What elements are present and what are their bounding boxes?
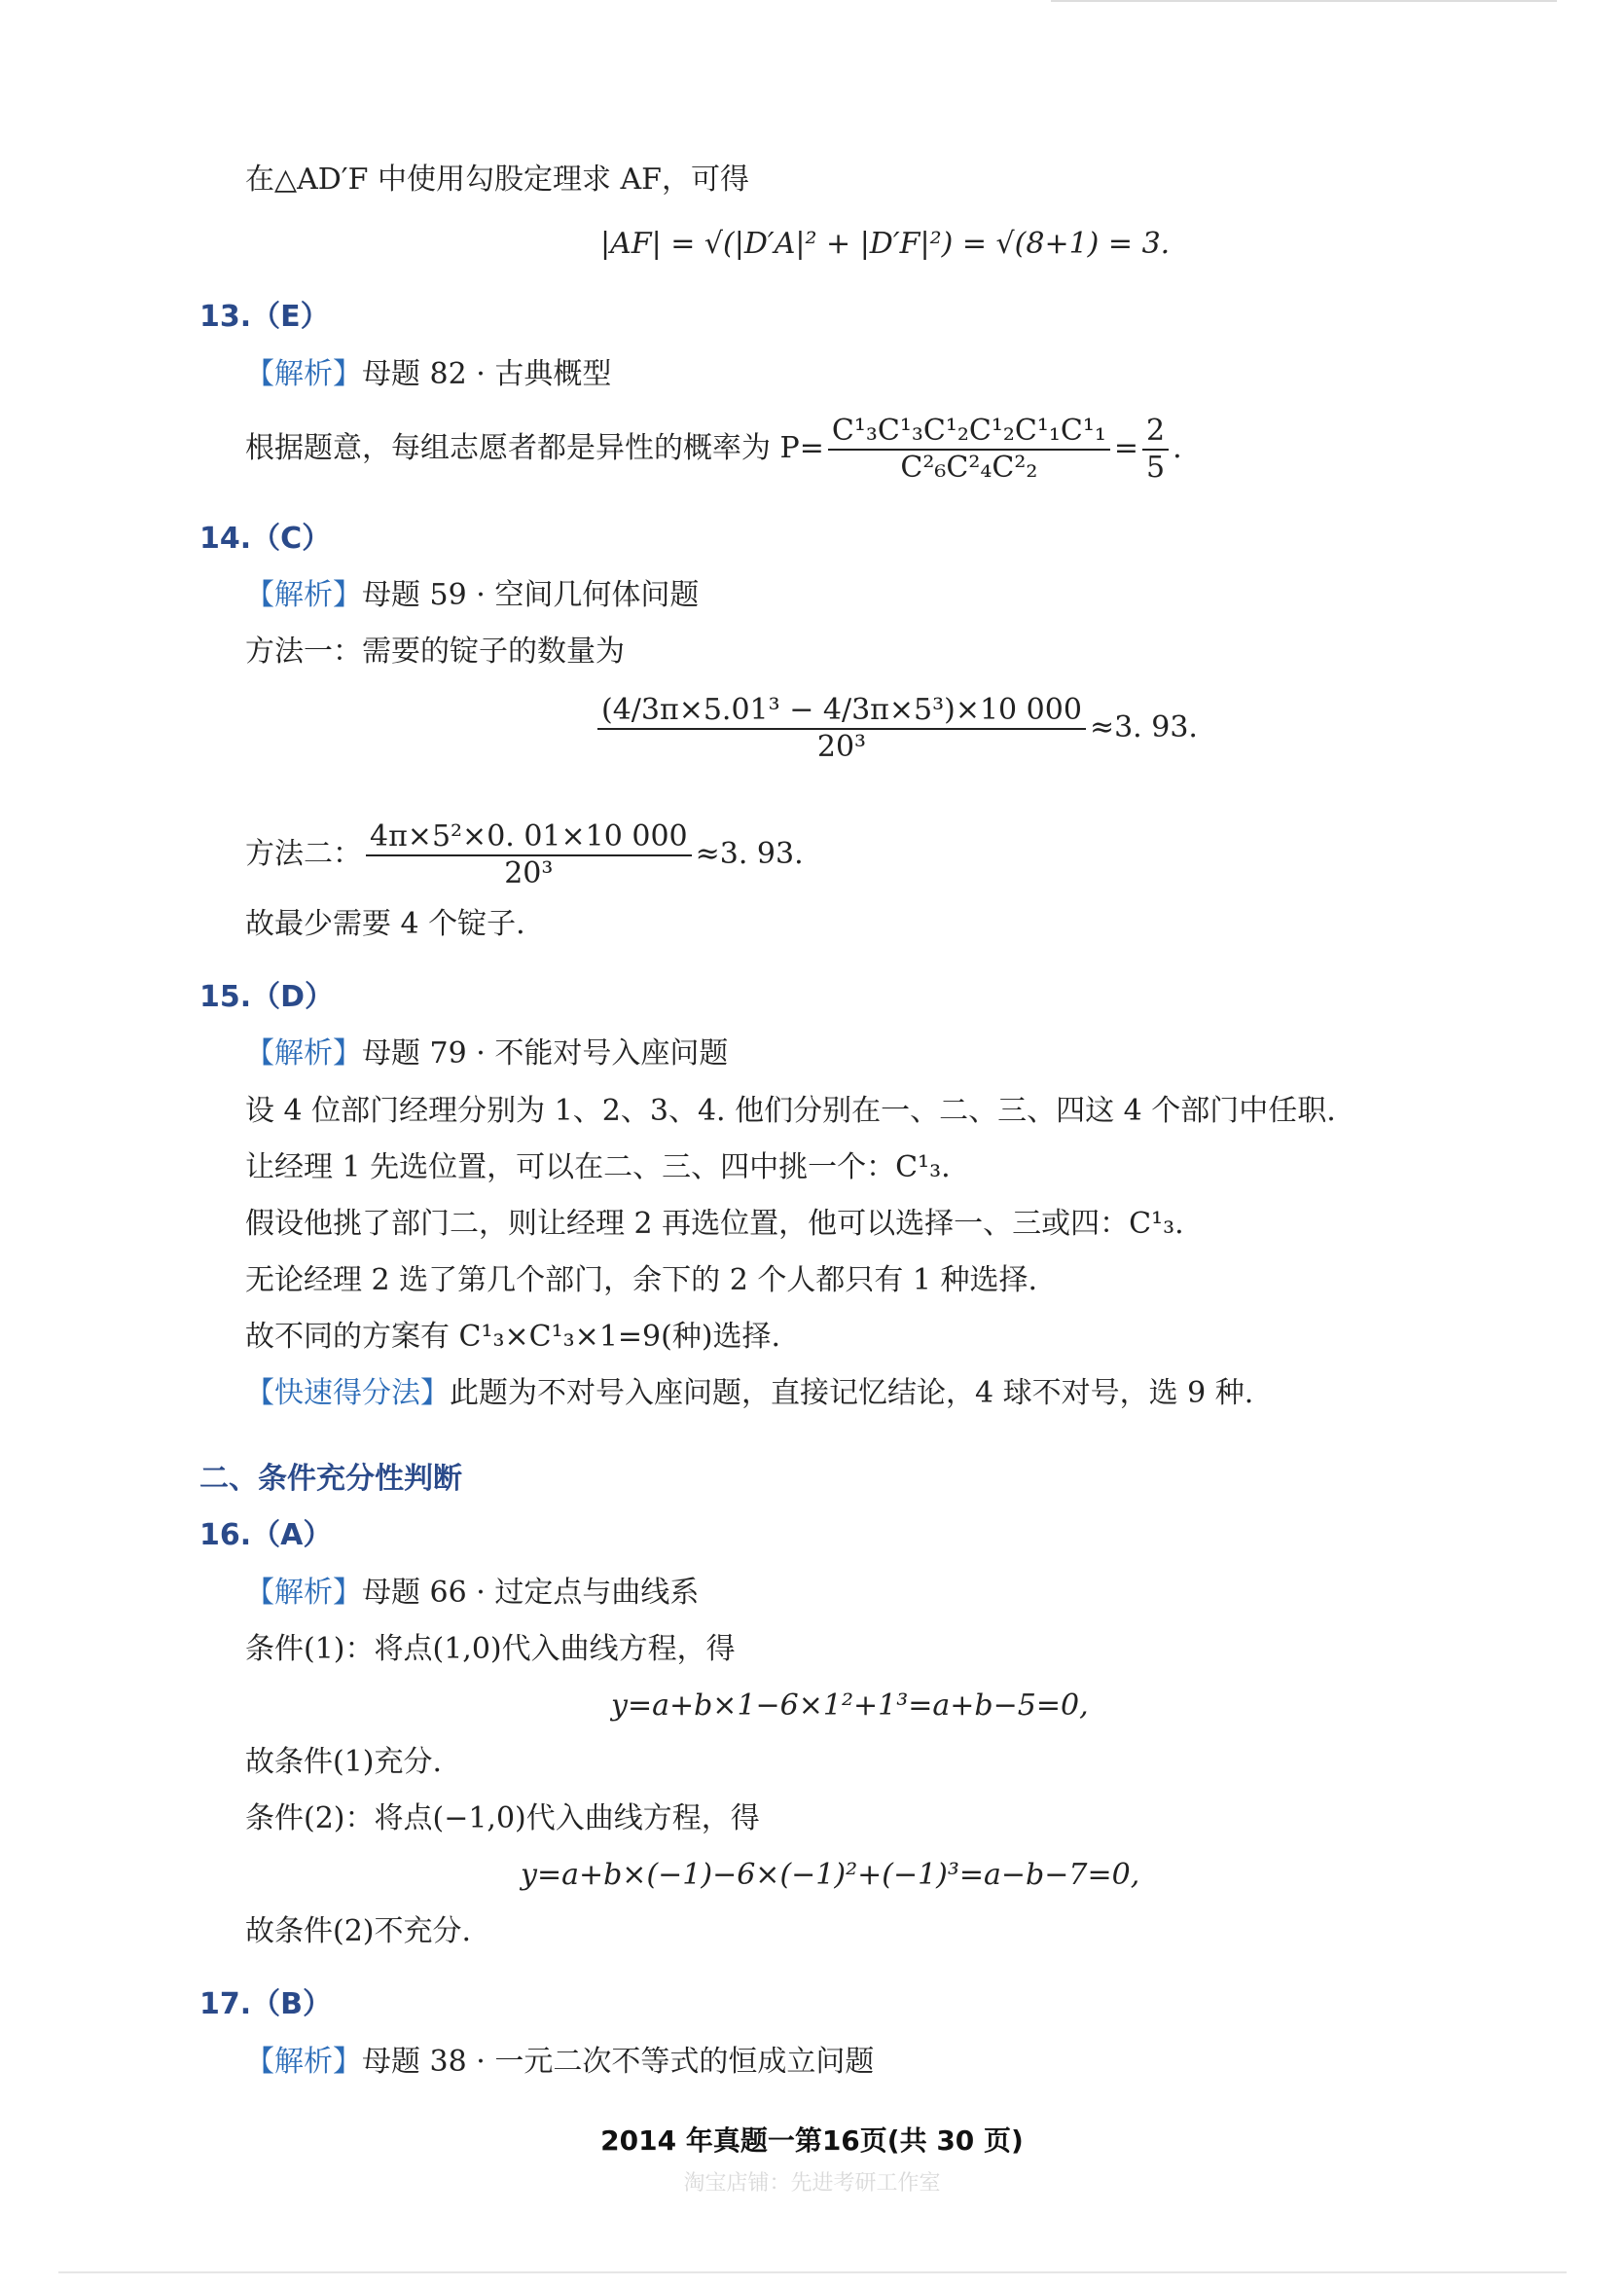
- fraction-result: [1142, 414, 1169, 486]
- topic-17: 母题 38 · 一元二次不等式的恒成立问题: [362, 2045, 875, 2079]
- condition-2-text: 条件(2)：将点(−1,0)代入曲线方程，得: [245, 1801, 760, 1835]
- fraction-numerator: C¹₃C¹₃C¹₂C¹₂C¹₁C¹₁: [828, 414, 1110, 451]
- text-line: 在△AD′F 中使用勾股定理求 AF，可得: [245, 163, 749, 197]
- method-2-line: [245, 819, 804, 891]
- equals-sign: =: [1113, 431, 1139, 465]
- formula-af: |AF| = √(|D′A|² + |D′F|²) = √(8+1) = 3.: [600, 227, 1171, 261]
- fraction-denominator: 20³: [816, 730, 867, 764]
- approx-result: ≈3. 93.: [695, 837, 804, 871]
- analysis-tag: 【解析】: [245, 1576, 362, 1610]
- conclusion-14: 故最少需要 4 个锭子.: [245, 907, 525, 941]
- text-line: 让经理 1 先选位置，可以在二、三、四中挑一个：C¹₃.: [245, 1150, 951, 1184]
- condition-2-result: 故条件(2)不充分.: [245, 1914, 472, 1948]
- probability-text: 根据题意，每组志愿者都是异性的概率为 P=: [245, 431, 824, 465]
- section-title: 二、条件充分性判断: [199, 1462, 462, 1496]
- fraction-denominator: 20³: [504, 856, 554, 890]
- method-1-formula: [594, 693, 1198, 765]
- analysis-14: [245, 576, 699, 615]
- fraction-combinations: [828, 414, 1110, 486]
- probability-line: [245, 414, 1182, 486]
- fraction-area: [366, 819, 692, 891]
- question-16-number: 16.（A）: [199, 1518, 333, 1552]
- fraction-numerator: 2: [1142, 414, 1169, 451]
- question-14-number: 14.（C）: [199, 522, 332, 556]
- analysis-17: [245, 2043, 874, 2082]
- question-15-number: 15.（D）: [199, 980, 335, 1014]
- fraction-volume: [597, 693, 1086, 765]
- text-line: 假设他挑了部门二，则让经理 2 再选位置，他可以选择一、三或四：C¹₃.: [245, 1207, 1184, 1241]
- page-footer: 2014 年真题一第16页(共 30 页): [600, 2124, 1024, 2157]
- method-2-text: 方法二：: [245, 837, 362, 871]
- fast-method-tag: 【快速得分法】: [245, 1376, 450, 1410]
- watermark: 淘宝店铺：先进考研工作室: [683, 2171, 941, 2196]
- topic-15: 母题 79 · 不能对号入座问题: [362, 1036, 729, 1071]
- period: .: [1173, 431, 1182, 465]
- fraction-denominator: C²₆C²₄C²₂: [900, 451, 1038, 485]
- fraction-numerator: 4π×5²×0. 01×10 000: [366, 819, 692, 856]
- analysis-16: [245, 1574, 699, 1613]
- question-13-number: 13.（E）: [199, 300, 330, 334]
- analysis-15: [245, 1035, 728, 1073]
- bottom-rule: [58, 2271, 1567, 2273]
- question-17-number: 17.（B）: [199, 1987, 333, 2021]
- text-line: 设 4 位部门经理分别为 1、2、3、4. 他们分别在一、二、三、四这 4 个部门中任职.: [245, 1094, 1336, 1128]
- analysis-tag: 【解析】: [245, 2045, 362, 2079]
- fast-method: [245, 1374, 1253, 1413]
- topic-13: 母题 82 · 古典概型: [362, 357, 612, 391]
- fraction-denominator: 5: [1146, 451, 1166, 485]
- top-rule: [1051, 0, 1557, 2]
- analysis-tag: 【解析】: [245, 1036, 362, 1071]
- analysis-tag: 【解析】: [245, 357, 362, 391]
- topic-16: 母题 66 · 过定点与曲线系: [362, 1576, 700, 1610]
- analysis-tag: 【解析】: [245, 578, 362, 612]
- method-1-text: 方法一：需要的锭子的数量为: [245, 635, 625, 669]
- condition-1-text: 条件(1)：将点(1,0)代入曲线方程，得: [245, 1632, 736, 1666]
- condition-1-result: 故条件(1)充分.: [245, 1745, 443, 1779]
- text-line: 无论经理 2 选了第几个部门，余下的 2 个人都只有 1 种选择.: [245, 1263, 1038, 1297]
- condition-2-formula: y=a+b×(−1)−6×(−1)²+(−1)³=a−b−7=0,: [521, 1858, 1140, 1892]
- approx-result: ≈3. 93.: [1089, 710, 1198, 744]
- fraction-numerator: (4/3π×5.01³ − 4/3π×5³)×10 000: [597, 693, 1086, 730]
- condition-1-formula: y=a+b×1−6×1²+1³=a+b−5=0,: [611, 1688, 1089, 1723]
- topic-14: 母题 59 · 空间几何体问题: [362, 578, 700, 612]
- fast-method-text: 此题为不对号入座问题，直接记忆结论，4 球不对号，选 9 种.: [450, 1376, 1254, 1410]
- text-line: 故不同的方案有 C¹₃×C¹₃×1=9(种)选择.: [245, 1320, 781, 1354]
- analysis-13: [245, 355, 611, 394]
